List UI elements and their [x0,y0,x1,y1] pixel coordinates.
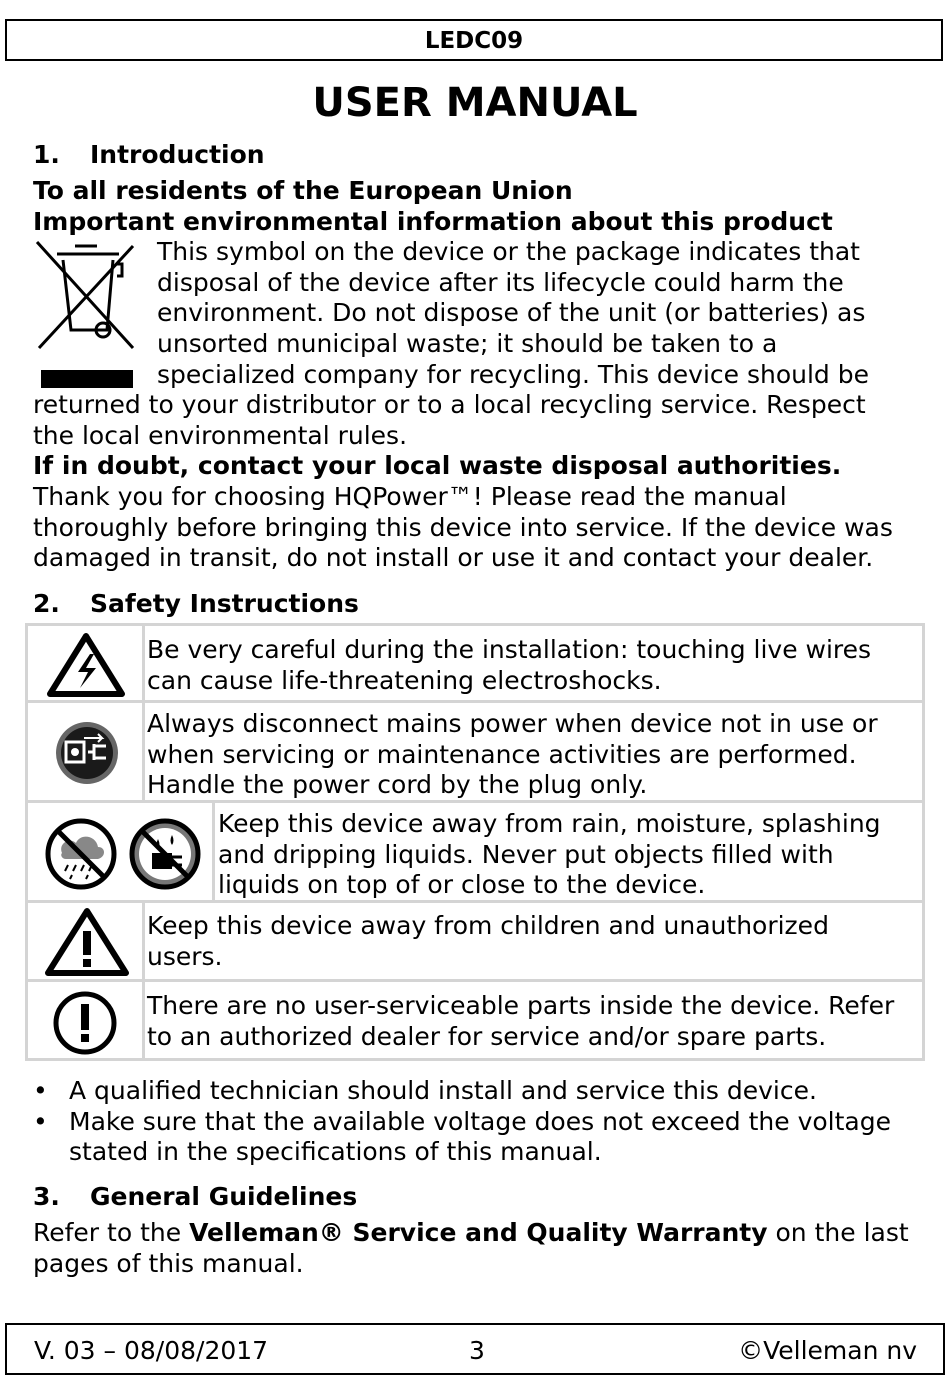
disconnect-mains-icon [54,720,120,786]
safety-row-3-line-3: liquids on top of or close to the device. [218,870,706,899]
doubt-notice: If in doubt, contact your local waste disposal authorities. [33,451,842,480]
safety-row-1-line-2: can cause life-threatening electroshocks. [147,666,662,695]
section-3-title: General Guidelines [90,1182,358,1211]
thanks-line-2: thoroughly before bringing this device into service. If the device was [33,513,893,542]
no-rain-icon [44,817,118,891]
guidelines-text-pre: Refer to the [33,1218,190,1247]
safety-instructions-table [25,623,925,1061]
general-warning-icon [44,907,130,977]
env-para-line-2: disposal of the device after its lifecycle could harm the [157,268,844,297]
safety-row-icon-cell [28,982,145,1058]
thanks-line-3: damaged in transit, do not install or use it and contact your dealer. [33,543,874,572]
document-header [5,19,943,61]
section-1-title: Introduction [90,140,265,169]
bullet-1-line-1: A qualified technician should install and service this device. [69,1076,817,1105]
page-number: 3 [469,1336,485,1365]
no-user-serviceable-parts-icon [52,990,118,1056]
safety-row-3-line-1: Keep this device away from rain, moisture, splashing [218,809,881,838]
bullet-symbol: • [33,1107,48,1136]
env-para-line-3: environment. Do not dispose of the unit (or batteries) as [157,298,866,327]
section-1-heading [33,140,265,170]
safety-row-1-line-1: Be very careful during the installation: touching live wires [147,635,872,664]
safety-row-3-line-2: and dripping liquids. Never put objects filled with [218,840,834,869]
guidelines-line-1 [33,1218,909,1248]
model-number: LEDC09 [424,28,524,54]
bullet-2-line-2: stated in the specifications of this manual. [69,1137,602,1166]
section-2-number: 2. [33,589,60,618]
section-1-number: 1. [33,140,60,169]
eu-residents-heading: To all residents of the European Union [33,176,573,205]
electric-shock-warning-icon [46,632,126,698]
bullet-symbol: • [33,1076,48,1105]
copyright: ©Velleman nv [738,1336,917,1365]
safety-row-2-line-2: when servicing or maintenance activities are performed. [147,740,857,769]
safety-row-liquids [25,800,925,903]
no-liquids-icon [128,817,202,891]
section-2-heading [33,589,359,619]
weee-crossed-bin-icon [35,240,135,390]
safety-row-5-line-1: There are no user-serviceable parts inside the device. Refer [147,991,895,1020]
document-footer [5,1323,945,1375]
env-para-line-6: returned to your distributor or to a local recycling service. Respect [33,390,866,419]
safety-row-disconnect [25,700,925,803]
safety-row-icon-cell [28,803,215,900]
safety-row-2-line-3: Handle the power cord by the plug only. [147,770,648,799]
safety-row-4-line-2: users. [147,942,223,971]
page-title: USER MANUAL [312,80,638,126]
safety-row-icon-cell [28,703,145,800]
env-para-line-4: unsorted municipal waste; it should be taken to a [157,329,778,358]
safety-row-icon-cell [28,626,145,700]
safety-row-children [25,900,925,982]
safety-row-5-line-2: to an authorized dealer for service and/or spare parts. [147,1022,827,1051]
section-3-heading [33,1182,357,1212]
env-para-line-7: the local environmental rules. [33,421,408,450]
safety-row-icon-cell [28,903,145,979]
bullet-2-line-1: Make sure that the available voltage does not exceed the voltage [69,1107,891,1136]
section-3-number: 3. [33,1182,60,1211]
env-para-line-1: This symbol on the device or the package indicates that [157,237,860,266]
warranty-reference: Velleman® Service and Quality Warranty [189,1218,768,1247]
guidelines-line-2: pages of this manual. [33,1249,304,1278]
section-2-title: Safety Instructions [90,589,359,618]
env-para-line-5: specialized company for recycling. This device should be [157,360,869,389]
version-date: V. 03 – 08/08/2017 [34,1336,269,1365]
safety-row-electroshock [25,623,925,703]
safety-row-4-line-1: Keep this device away from children and unauthorized [147,911,829,940]
guidelines-text-post: on the last [767,1218,909,1247]
thanks-line-1: Thank you for choosing HQPower™! Please read the manual [33,482,787,511]
safety-row-service [25,979,925,1061]
safety-row-2-line-1: Always disconnect mains power when device not in use or [147,709,878,738]
environmental-info-heading: Important environmental information about this product [33,207,833,236]
